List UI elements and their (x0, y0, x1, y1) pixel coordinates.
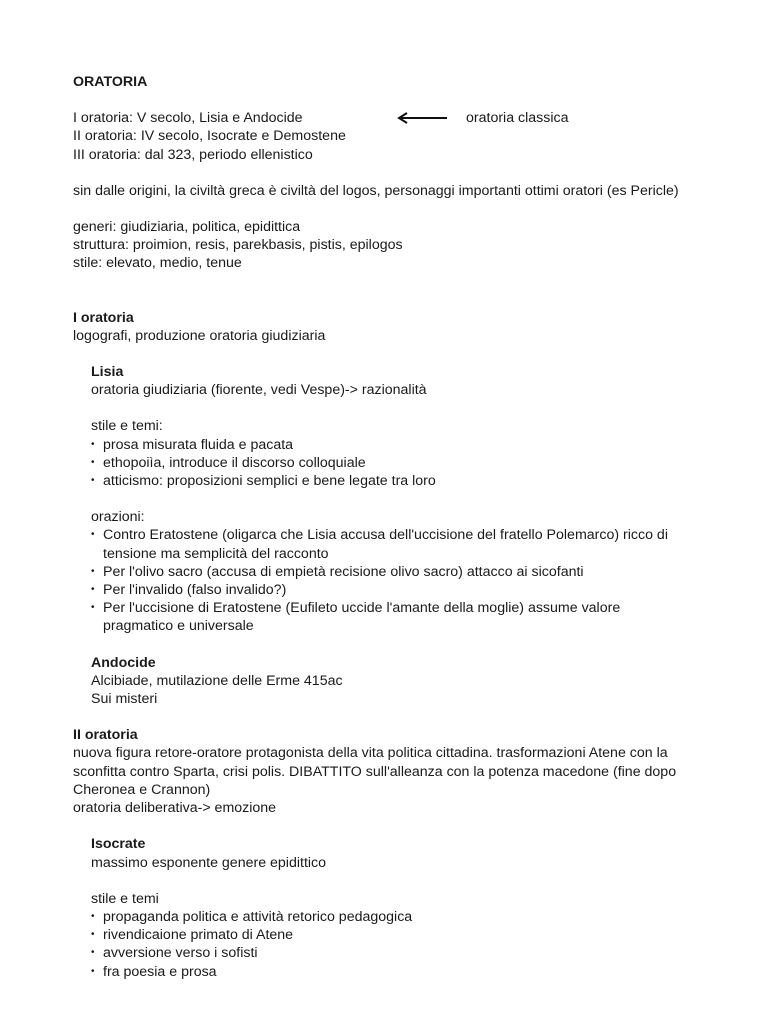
list-item: • fra poesia e prosa (91, 963, 713, 981)
period-line-2: II oratoria: IV secolo, Isocrate e Demostene (73, 128, 346, 145)
periods-block (73, 109, 713, 164)
section2-description-2: oratoria deliberativa-> emozione (73, 800, 277, 817)
section-heading-ii-oratoria: II oratoria (73, 727, 138, 744)
section-subtitle: logografi, produzione oratoria giudiziaria (73, 327, 326, 344)
list-item: • prosa misurata fluida e pacata (91, 436, 713, 454)
lisia-description: oratoria giudiziaria (fiorente, vedi Vespe)-> razionalità (91, 382, 427, 399)
andocide-line-1: Alcibiade, mutilazione delle Erme 415ac (91, 672, 343, 689)
period-line-3: III oratoria: dal 323, periodo ellenistico (73, 146, 313, 163)
genres-line: generi: giudiziaria, politica, epidittica (73, 219, 301, 236)
list-item: • atticismo: proposizioni semplici e bene legate tra loro (91, 472, 713, 490)
isocrate-style-list (91, 908, 713, 981)
author-heading-andocide: Andocide (91, 654, 156, 671)
isocrate-description: massimo esponente genere epidittico (91, 854, 327, 871)
andocide-line-2: Sui misteri (91, 691, 158, 708)
isocrate-style-label: stile e temi (91, 890, 159, 907)
list-item: • propaganda politica e attività retorico pedagogica (91, 908, 713, 926)
document-page (73, 73, 713, 981)
list-item: • ethopoiìa, introduce il discorso colloquiale (91, 454, 713, 472)
arrow-label: oratoria classica (466, 110, 569, 127)
structure-line: struttura: proimion, resis, parekbasis, pistis, epilogos (73, 237, 403, 254)
list-item: • Per l'olivo sacro (accusa di empietà recisione olivo sacro) attacco ai sicofanti (91, 563, 671, 581)
author-heading-lisia: Lisia (91, 364, 124, 381)
list-item: • rivendicaione primato di Atene (91, 926, 713, 944)
lisia-block (91, 345, 713, 708)
lisia-orations-label: orazioni: (91, 509, 145, 526)
author-heading-isocrate: Isocrate (91, 836, 146, 853)
list-item: • Per l'invalido (falso invalido?) (91, 581, 671, 599)
document-title: ORATORIA (73, 74, 148, 90)
intro-paragraph: sin dalle origini, la civiltà greca è civiltà del logos, personaggi importanti ottimi oratori (es Pericle) (73, 182, 679, 199)
lisia-style-list (91, 436, 713, 491)
style-line: stile: elevato, medio, tenue (73, 255, 242, 272)
section-heading-i-oratoria: I oratoria (73, 309, 134, 326)
left-arrow-icon (395, 112, 455, 124)
lisia-orations-list (91, 526, 671, 635)
list-item: • Per l'uccisione di Eratostene (Eufileto uccide l'amante della moglie) assume valore pragmatico e universale (91, 599, 671, 635)
section2-description: nuova figura retore-oratore protagonista della vita politica cittadina. trasformazioni Atene con la sconfitta contro Sparta, crisi polis. DIBATTITO sull'alleanza con la potenza macedone (fine dopo Cheronea e Crannon) (73, 745, 677, 798)
list-item: • avversione verso i sofisti (91, 944, 713, 962)
period-line-1: I oratoria: V secolo, Lisia e Andocide (73, 110, 303, 127)
isocrate-block (91, 817, 713, 980)
lisia-style-label: stile e temi: (91, 418, 163, 435)
list-item: • Contro Eratostene (oligarca che Lisia accusa dell'uccisione del fratello Polemarco) ricco di tensione ma semplicità del racconto (91, 526, 671, 562)
